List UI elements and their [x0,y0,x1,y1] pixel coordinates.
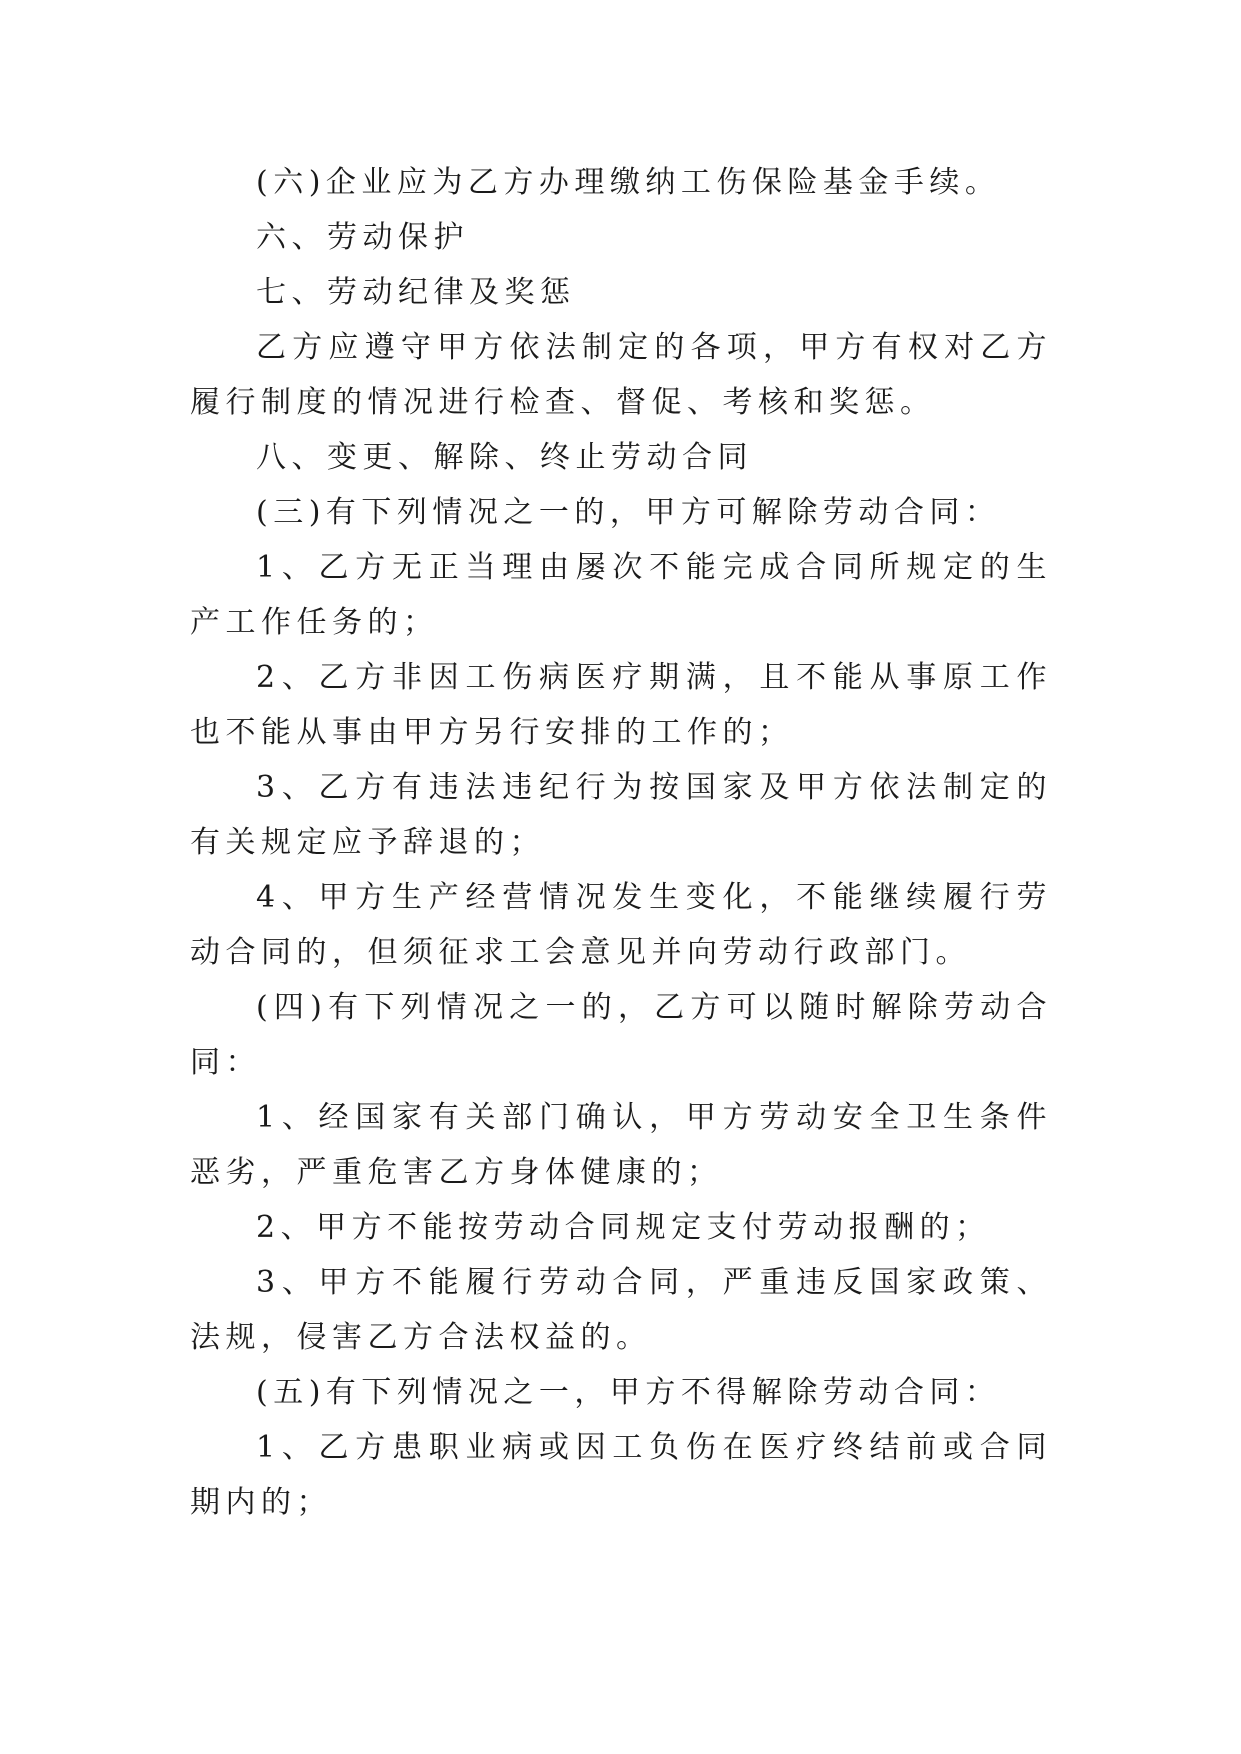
clause-heading-employer-termination: (三)有下列情况之一的，甲方可解除劳动合同： [256,495,1001,530]
paragraph-discipline-rules: 乙方应遵守甲方依法制定的各项，甲方有权对乙方履行制度的情况进行检查、督促、考核和奖惩。 [190,330,1052,420]
list-item: 2、乙方非因工伤病医疗期满，且不能从事原工作也不能从事由甲方另行安排的工作的； [190,660,1052,750]
section-heading-contract-changes: 八、变更、解除、终止劳动合同 [256,440,753,475]
list-item: 1、乙方患职业病或因工负伤在医疗终结前或合同期内的； [190,1430,1052,1520]
list-item: 2、甲方不能按劳动合同规定支付劳动报酬的； [256,1210,991,1245]
list-item: 1、乙方无正当理由屡次不能完成合同所规定的生产工作任务的； [190,550,1052,640]
section-heading-labor-protection: 六、劳动保护 [256,220,469,255]
clause-heading-employee-termination: (四)有下列情况之一的，乙方可以随时解除劳动合同： [190,990,1052,1080]
list-item: 4、甲方生产经营情况发生变化，不能继续履行劳动合同的，但须征求工会意见并向劳动行政部门。 [190,880,1052,970]
paragraph-work-injury-insurance: (六)企业应为乙方办理缴纳工伤保险基金手续。 [256,165,1001,200]
clause-heading-termination-prohibited: (五)有下列情况之一，甲方不得解除劳动合同： [256,1375,1001,1410]
list-item: 3、甲方不能履行劳动合同，严重违反国家政策、法规，侵害乙方合法权益的。 [190,1265,1052,1355]
list-item: 1、经国家有关部门确认，甲方劳动安全卫生条件恶劣，严重危害乙方身体健康的； [190,1100,1052,1190]
document-body [190,155,1052,1530]
section-heading-labor-discipline: 七、劳动纪律及奖惩 [256,275,576,310]
list-item: 3、乙方有违法违纪行为按国家及甲方依法制定的有关规定应予辞退的； [190,770,1052,860]
